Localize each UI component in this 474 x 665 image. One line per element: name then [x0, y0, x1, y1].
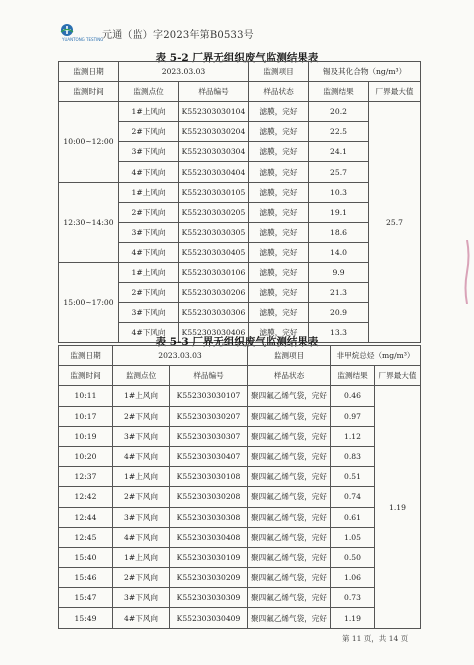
- time-period: 12:30~14:30: [59, 182, 119, 262]
- monitoring-point: 3#下风向: [119, 142, 179, 162]
- column-header: 监测点位: [119, 82, 179, 102]
- sample-state: 聚四氟乙烯气袋，完好: [248, 507, 331, 527]
- monitoring-point: 3#下风向: [119, 303, 179, 323]
- result-value: 0.97: [331, 406, 375, 426]
- sample-time: 12:44: [59, 507, 113, 527]
- monitoring-point: 4#下风向: [119, 162, 179, 182]
- sample-id: K552303030204: [179, 122, 249, 142]
- sample-state: 聚四氟乙烯气袋，完好: [248, 386, 331, 406]
- sample-state: 滤膜，完好: [249, 323, 309, 343]
- table-header-row: [59, 366, 421, 386]
- monitoring-point: 2#下风向: [113, 406, 170, 426]
- sample-id: K552303030307: [170, 426, 248, 446]
- monitoring-point: 2#下风向: [119, 283, 179, 303]
- sample-id: K552303030308: [170, 507, 248, 527]
- sample-state: 滤膜，完好: [249, 162, 309, 182]
- monitoring-point: 3#下风向: [113, 426, 170, 446]
- sample-id: K552303030407: [170, 446, 248, 466]
- sample-state: 滤膜，完好: [249, 182, 309, 202]
- result-value: 25.7: [309, 162, 369, 182]
- sample-id: K552303030404: [179, 162, 249, 182]
- result-value: 9.9: [309, 262, 369, 282]
- sample-id: K552303030409: [170, 608, 248, 628]
- result-value: 0.51: [331, 467, 375, 487]
- result-value: 0.46: [331, 386, 375, 406]
- result-value: 0.74: [331, 487, 375, 507]
- table-5-2: [58, 61, 421, 343]
- sample-time: 10:11: [59, 386, 113, 406]
- table-row: [59, 346, 421, 366]
- result-value: 1.05: [331, 527, 375, 547]
- sample-time: 10:20: [59, 446, 113, 466]
- result-value: 10.3: [309, 182, 369, 202]
- result-value: 13.3: [309, 323, 369, 343]
- table-row: [59, 446, 421, 466]
- monitoring-point: 4#下风向: [113, 608, 170, 628]
- sample-state: 聚四氟乙烯气袋，完好: [248, 568, 331, 588]
- sample-id: K552303030104: [179, 102, 249, 122]
- table-row: [59, 62, 421, 82]
- sample-id: K552303030105: [179, 182, 249, 202]
- column-header: 样品编号: [170, 366, 248, 386]
- sample-id: K552303030208: [170, 487, 248, 507]
- monitoring-point: 2#下风向: [113, 568, 170, 588]
- sample-id: K552303030306: [179, 303, 249, 323]
- max-value: 1.19: [375, 386, 421, 628]
- time-period: 10:00~12:00: [59, 102, 119, 182]
- sample-id: K552303030304: [179, 142, 249, 162]
- report-number: 元通（监）字2023年第B0533号: [102, 29, 254, 41]
- item-label: 监测项目: [249, 62, 309, 82]
- item-label: 监测项目: [248, 346, 331, 366]
- column-header: 监测点位: [113, 366, 170, 386]
- sample-state: 聚四氟乙烯气袋，完好: [248, 426, 331, 446]
- company-logo: [60, 23, 104, 43]
- page-number: 第 11 页，共 14 页: [342, 634, 409, 643]
- monitoring-point: 2#下风向: [119, 122, 179, 142]
- sample-id: K552303030206: [179, 283, 249, 303]
- sample-time: 12:45: [59, 527, 113, 547]
- table-row: [59, 426, 421, 446]
- column-header: 样品状态: [248, 366, 331, 386]
- result-value: 1.19: [331, 608, 375, 628]
- table-row: [59, 487, 421, 507]
- time-period: 15:00~17:00: [59, 262, 119, 342]
- monitoring-point: 2#下风向: [119, 202, 179, 222]
- logo-subtitle: YUANTONG TESTING: [62, 37, 104, 42]
- monitoring-point: 4#下风向: [113, 527, 170, 547]
- monitoring-point: 4#下风向: [119, 323, 179, 343]
- sample-id: K552303030109: [170, 547, 248, 567]
- monitoring-point: 2#下风向: [113, 487, 170, 507]
- monitoring-point: 1#上风向: [119, 102, 179, 122]
- sample-time: 15:46: [59, 568, 113, 588]
- table-row: [59, 467, 421, 487]
- column-header: 监测时间: [59, 366, 113, 386]
- sample-time: 15:49: [59, 608, 113, 628]
- result-value: 20.2: [309, 102, 369, 122]
- result-value: 22.5: [309, 122, 369, 142]
- result-value: 21.3: [309, 283, 369, 303]
- date-value: 2023.03.03: [119, 62, 249, 82]
- sample-time: 10:19: [59, 426, 113, 446]
- result-value: 0.73: [331, 588, 375, 608]
- sample-id: K552303030406: [179, 323, 249, 343]
- sample-state: 滤膜，完好: [249, 102, 309, 122]
- page-header: [60, 22, 254, 44]
- sample-state: 聚四氟乙烯气袋，完好: [248, 608, 331, 628]
- sample-state: 滤膜，完好: [249, 242, 309, 262]
- item-value: 锡及其化合物（ng/m³）: [309, 62, 421, 82]
- sample-state: 滤膜，完好: [249, 142, 309, 162]
- date-label: 监测日期: [59, 62, 119, 82]
- sample-id: K552303030106: [179, 262, 249, 282]
- result-value: 0.61: [331, 507, 375, 527]
- result-value: 0.50: [331, 547, 375, 567]
- sample-state: 聚四氟乙烯气袋，完好: [248, 527, 331, 547]
- column-header: 厂界最大值: [369, 82, 421, 102]
- table-row: [59, 182, 421, 202]
- table-row: [59, 386, 421, 406]
- date-label: 监测日期: [59, 346, 113, 366]
- table-row: [59, 527, 421, 547]
- column-header: 样品编号: [179, 82, 249, 102]
- column-header: 样品状态: [249, 82, 309, 102]
- table-row: [59, 608, 421, 628]
- monitoring-point: 4#下风向: [113, 446, 170, 466]
- sample-state: 聚四氟乙烯气袋，完好: [248, 406, 331, 426]
- column-header: 监测结果: [331, 366, 375, 386]
- column-header: 厂界最大值: [375, 366, 421, 386]
- table-5-2-title: 表 5-2 厂界无组织废气监测结果表: [155, 52, 319, 64]
- sample-time: 15:47: [59, 588, 113, 608]
- monitoring-point: 3#下风向: [113, 507, 170, 527]
- table-header-row: [59, 82, 421, 102]
- item-value: 非甲烷总烃（mg/m³）: [331, 346, 421, 366]
- max-value: 25.7: [369, 102, 421, 343]
- monitoring-point: 1#上风向: [113, 386, 170, 406]
- result-value: 19.1: [309, 202, 369, 222]
- monitoring-point: 3#下风向: [113, 588, 170, 608]
- sample-time: 10:17: [59, 406, 113, 426]
- table-row: [59, 507, 421, 527]
- sample-id: K552303030205: [179, 202, 249, 222]
- sample-state: 滤膜，完好: [249, 222, 309, 242]
- table-row: [59, 262, 421, 282]
- column-header: 监测结果: [309, 82, 369, 102]
- table-row: [59, 588, 421, 608]
- sample-state: 聚四氟乙烯气袋，完好: [248, 487, 331, 507]
- edge-stamp-mark: [464, 240, 470, 304]
- sample-time: 12:37: [59, 467, 113, 487]
- result-value: 14.0: [309, 242, 369, 262]
- table-5-3-title: 表 5-3 厂界无组织废气监测结果表: [155, 336, 319, 348]
- sample-id: K552303030309: [170, 588, 248, 608]
- monitoring-point: 1#上风向: [113, 467, 170, 487]
- result-value: 24.1: [309, 142, 369, 162]
- sample-id: K552303030209: [170, 568, 248, 588]
- result-value: 1.06: [331, 568, 375, 588]
- sample-state: 聚四氟乙烯气袋，完好: [248, 467, 331, 487]
- monitoring-point: 1#上风向: [119, 182, 179, 202]
- table-row: [59, 547, 421, 567]
- result-value: 20.9: [309, 303, 369, 323]
- sample-id: K552303030207: [170, 406, 248, 426]
- sample-id: K552303030408: [170, 527, 248, 547]
- sample-id: K552303030305: [179, 222, 249, 242]
- sample-state: 滤膜，完好: [249, 283, 309, 303]
- monitoring-point: 1#上风向: [113, 547, 170, 567]
- sample-state: 聚四氟乙烯气袋，完好: [248, 446, 331, 466]
- sample-id: K552303030108: [170, 467, 248, 487]
- table-5-3: [58, 345, 421, 629]
- sample-state: 聚四氟乙烯气袋，完好: [248, 588, 331, 608]
- result-value: 1.12: [331, 426, 375, 446]
- sample-state: 滤膜，完好: [249, 202, 309, 222]
- monitoring-point: 4#下风向: [119, 242, 179, 262]
- monitoring-point: 3#下风向: [119, 222, 179, 242]
- date-value: 2023.03.03: [113, 346, 248, 366]
- table-row: [59, 102, 421, 122]
- sample-id: K552303030107: [170, 386, 248, 406]
- sample-time: 12:42: [59, 487, 113, 507]
- monitoring-point: 1#上风向: [119, 262, 179, 282]
- sample-time: 15:40: [59, 547, 113, 567]
- table-row: [59, 568, 421, 588]
- sample-state: 聚四氟乙烯气袋，完好: [248, 547, 331, 567]
- sample-state: 滤膜，完好: [249, 303, 309, 323]
- sample-id: K552303030405: [179, 242, 249, 262]
- table-row: [59, 406, 421, 426]
- column-header: 监测时间: [59, 82, 119, 102]
- sample-state: 滤膜，完好: [249, 262, 309, 282]
- result-value: 18.6: [309, 222, 369, 242]
- result-value: 0.83: [331, 446, 375, 466]
- sample-state: 滤膜，完好: [249, 122, 309, 142]
